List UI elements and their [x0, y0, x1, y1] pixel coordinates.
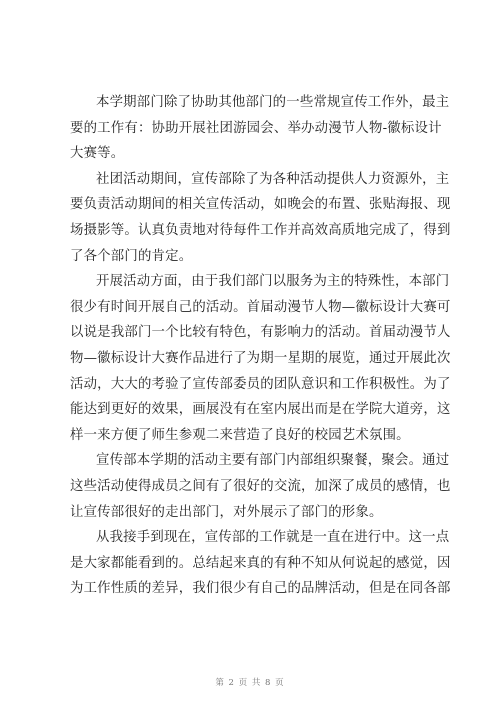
text-line: 以说是我部门一个比较有特色，有影响力的活动。首届动漫节人 — [70, 325, 451, 341]
document-body — [70, 90, 451, 602]
text-line: 要负责活动期间的相关宣传活动，如晚会的布置、张贴海报、现 — [70, 197, 451, 213]
text-line: 能达到更好的效果，画展没有在室内展出而是在学院大道旁，这 — [70, 402, 451, 418]
paragraph-1 — [70, 90, 450, 167]
text-line: 活动，大大的考验了宣传部委员的团队意识和工作积极性。为了 — [70, 376, 451, 392]
text-line: 宣传部本学期的活动主要有部门内部组织聚餐，聚会。通过 — [96, 453, 450, 469]
text-line: 从我接手到现在，宣传部的工作就是一直在进行中。这一点 — [96, 530, 450, 546]
text-line: 很少有时间开展自己的活动。首届动漫节人物—徽标设计大赛可 — [70, 299, 451, 315]
text-line: 物—徽标设计大赛作品进行了为期一星期的展览，通过开展此次 — [70, 350, 451, 366]
text-line: 开展活动方面，由于我们部门以服务为主的特殊性，本部门 — [96, 274, 450, 290]
text-line: 这些活动使得成员之间有了很好的交流，加深了成员的感情，也 — [70, 478, 451, 494]
text-line: 为工作性质的差异，我们很少有自己的品牌活动，但是在同各部 — [70, 581, 451, 597]
paragraph-3 — [70, 269, 451, 448]
text-line: 场摄影等。认真负责地对待每件工作并高效高质地完成了，得到 — [70, 222, 451, 238]
text-line: 社团活动期间，宣传部除了为各种活动提供人力资源外，主 — [96, 171, 450, 187]
text-line: 要的工作有：协助开展社团游园会、举办动漫节人物-徽标设计 — [70, 120, 442, 136]
text-line: 大赛等。 — [70, 146, 125, 162]
text-line: 是大家都能看到的。总结起来真的有种不知从何说起的感觉，因 — [70, 555, 451, 571]
text-line: 样一来方便了师生参观二来营造了良好的校园艺术氛围。 — [70, 427, 410, 443]
paragraph-4 — [70, 448, 451, 525]
page-number-footer: 第 2 页 共 8 页 — [215, 678, 285, 688]
paragraph-5 — [70, 525, 451, 602]
text-line: 让宣传部很好的走出部门，对外展示了部门的形象。 — [70, 504, 383, 520]
text-line: 本学期部门除了协助其他部门的一些常规宣传工作外，最主 — [96, 95, 450, 110]
text-line: 了各个部门的肯定。 — [70, 248, 193, 264]
paragraph-2 — [70, 167, 451, 269]
